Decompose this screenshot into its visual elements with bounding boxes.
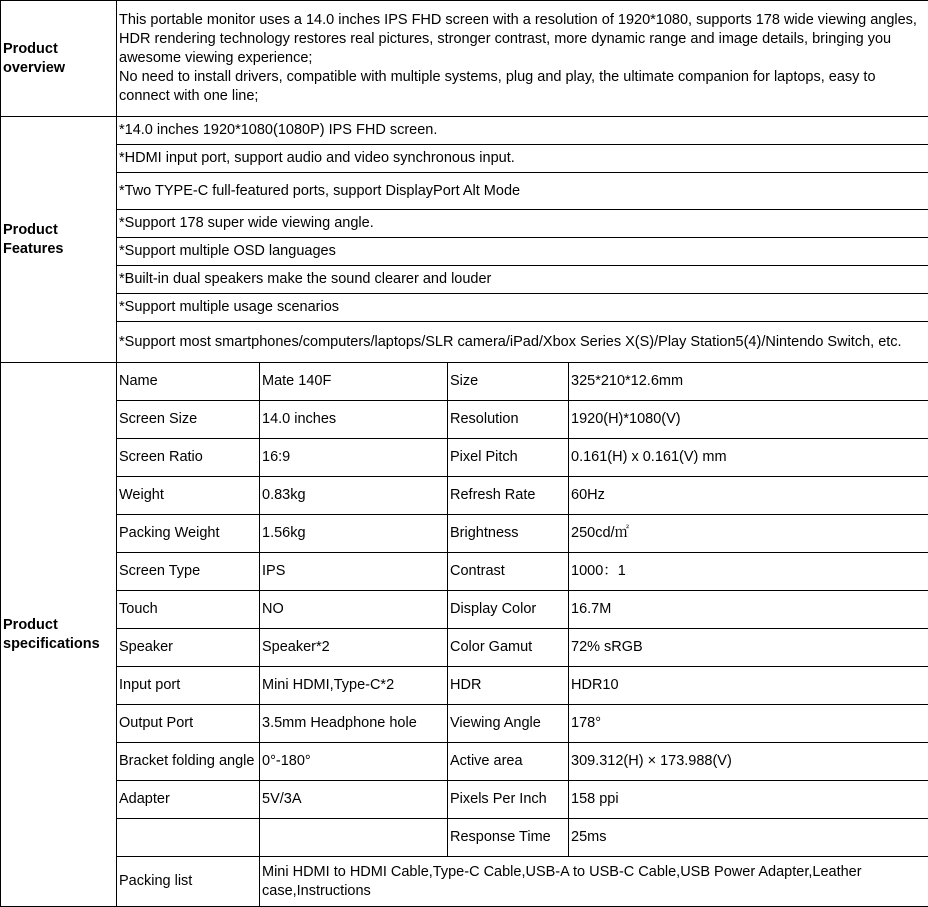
spec-value: Mate 140F: [260, 363, 448, 401]
spec-row: [1, 743, 928, 781]
spec-row: [1, 819, 928, 857]
spec-key: Refresh Rate: [448, 477, 569, 515]
spec-value: 5V/3A: [260, 781, 448, 819]
spec-row: [1, 515, 928, 553]
spec-key: Display Color: [448, 591, 569, 629]
spec-key: Brightness: [448, 515, 569, 553]
spec-value: 0.161(H) x 0.161(V) mm: [569, 439, 928, 477]
spec-key: Packing Weight: [117, 515, 260, 553]
spec-row: [1, 705, 928, 743]
spec-key: Touch: [117, 591, 260, 629]
spec-key: Name: [117, 363, 260, 401]
spec-row: [1, 401, 928, 439]
spec-row: [1, 667, 928, 705]
spec-value: 3.5mm Headphone hole: [260, 705, 448, 743]
spec-value: 16:9: [260, 439, 448, 477]
spec-value: 0.83kg: [260, 477, 448, 515]
spec-key: Screen Type: [117, 553, 260, 591]
spec-value: HDR10: [569, 667, 928, 705]
feature-item: *HDMI input port, support audio and video synchronous input.: [117, 145, 928, 173]
spec-key: Adapter: [117, 781, 260, 819]
spec-row: [1, 781, 928, 819]
spec-key: Resolution: [448, 401, 569, 439]
packing-list-label: Packing list: [117, 857, 260, 907]
feature-item: *Support most smartphones/computers/laptops/SLR camera/iPad/Xbox Series X(S)/Play Station5(4)/Nintendo Switch, etc.: [117, 322, 928, 363]
feature-row: [1, 322, 928, 363]
spec-key: Screen Ratio: [117, 439, 260, 477]
spec-value: 16.7M: [569, 591, 928, 629]
spec-row: [1, 477, 928, 515]
feature-item: *Two TYPE-C full-featured ports, support DisplayPort Alt Mode: [117, 173, 928, 210]
spec-value: 14.0 inches: [260, 401, 448, 439]
feature-row: [1, 117, 928, 145]
spec-value: 1920(H)*1080(V): [569, 401, 928, 439]
section-label-features: Product Features: [1, 117, 117, 363]
spec-value: Mini HDMI,Type-C*2: [260, 667, 448, 705]
spec-key: Pixels Per Inch: [448, 781, 569, 819]
spec-key: HDR: [448, 667, 569, 705]
spec-row: [1, 591, 928, 629]
spec-value: 72% sRGB: [569, 629, 928, 667]
spec-key: Input port: [117, 667, 260, 705]
spec-value: 60Hz: [569, 477, 928, 515]
spec-key: Bracket folding angle: [117, 743, 260, 781]
feature-row: [1, 238, 928, 266]
overview-row: [1, 1, 928, 117]
spec-value: 25ms: [569, 819, 928, 857]
spec-key: Contrast: [448, 553, 569, 591]
feature-item: *Support multiple usage scenarios: [117, 294, 928, 322]
spec-key: Response Time: [448, 819, 569, 857]
spec-row: [1, 363, 928, 401]
feature-row: [1, 210, 928, 238]
feature-item: *Support 178 super wide viewing angle.: [117, 210, 928, 238]
spec-key: Viewing Angle: [448, 705, 569, 743]
spec-value: 250cd/㎡: [569, 515, 928, 553]
packing-list-row: [1, 857, 928, 907]
spec-value: 309.312(H) × 173.988(V): [569, 743, 928, 781]
spec-row: [1, 629, 928, 667]
spec-row: [1, 439, 928, 477]
spec-row: [1, 553, 928, 591]
spec-value: [260, 819, 448, 857]
spec-key: Speaker: [117, 629, 260, 667]
feature-item: *14.0 inches 1920*1080(1080P) IPS FHD screen.: [117, 117, 928, 145]
section-label-specifications: Product specifications: [1, 363, 117, 907]
spec-key: Output Port: [117, 705, 260, 743]
overview-paragraph: This portable monitor uses a 14.0 inches IPS FHD screen with a resolution of 1920*1080, supports 178 wide viewing angles, HDR rendering technology restores real pictures, stronger contrast, more dynamic range and image details, bringing you awesome viewing experience; No need to install drivers, compatible with multiple systems, plug and play, the ultimate companion for laptops, easy to connect with one line;: [119, 12, 917, 104]
spec-key: Color Gamut: [448, 629, 569, 667]
feature-row: [1, 145, 928, 173]
spec-key: Size: [448, 363, 569, 401]
spec-value: 178°: [569, 705, 928, 743]
spec-value: 325*210*12.6mm: [569, 363, 928, 401]
section-label-overview: Product overview: [1, 1, 117, 117]
spec-key: [117, 819, 260, 857]
spec-value: 1000：1: [569, 553, 928, 591]
spec-key: Weight: [117, 477, 260, 515]
spec-key: Pixel Pitch: [448, 439, 569, 477]
spec-value: Speaker*2: [260, 629, 448, 667]
spec-value: 0°-180°: [260, 743, 448, 781]
feature-item: *Built-in dual speakers make the sound clearer and louder: [117, 266, 928, 294]
packing-list-value: Mini HDMI to HDMI Cable,Type-C Cable,USB-A to USB-C Cable,USB Power Adapter,Leather case,Instructions: [260, 857, 928, 907]
spec-value: NO: [260, 591, 448, 629]
spec-key: Active area: [448, 743, 569, 781]
feature-row: [1, 294, 928, 322]
feature-row: [1, 266, 928, 294]
overview-text: [117, 1, 928, 117]
spec-value: 158 ppi: [569, 781, 928, 819]
spec-value: IPS: [260, 553, 448, 591]
spec-value: 1.56kg: [260, 515, 448, 553]
spec-key: Screen Size: [117, 401, 260, 439]
feature-item: *Support multiple OSD languages: [117, 238, 928, 266]
feature-row: [1, 173, 928, 210]
